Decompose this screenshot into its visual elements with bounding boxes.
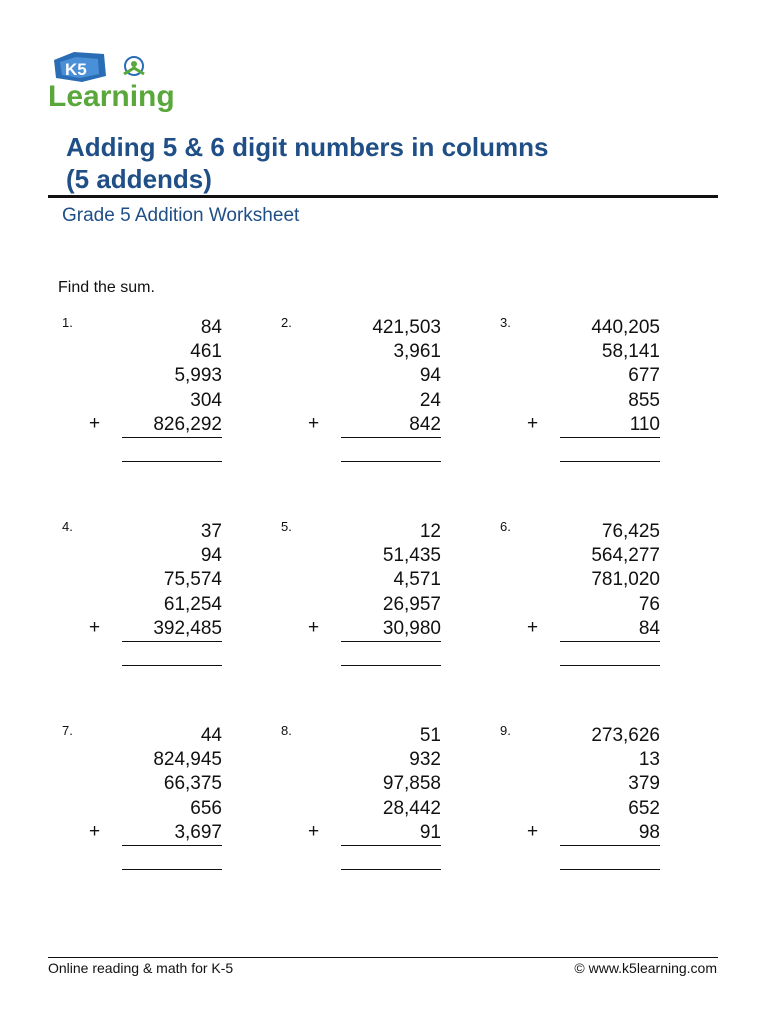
problem-number: 8. — [281, 723, 292, 738]
problem-number: 6. — [500, 519, 511, 534]
addend: 652 — [628, 797, 660, 819]
addend-list — [301, 724, 441, 845]
addend-list — [82, 316, 222, 437]
sum-line — [341, 845, 441, 846]
addend: 66,375 — [163, 773, 222, 795]
answer-line — [122, 461, 222, 462]
answer-line — [122, 869, 222, 870]
addend: 61,254 — [163, 593, 222, 615]
svg-text:Learning: Learning — [48, 80, 175, 113]
addend: 656 — [190, 797, 222, 819]
sum-line — [122, 845, 222, 846]
answer-line — [341, 461, 441, 462]
addend: 564,277 — [591, 545, 660, 567]
problem-number: 4. — [62, 519, 73, 534]
svg-text:K5: K5 — [65, 60, 87, 79]
answer-line — [560, 461, 660, 462]
problem-4 — [62, 520, 222, 680]
addend: 826,292 — [153, 413, 222, 435]
problem-5 — [281, 520, 441, 680]
problem-number: 9. — [500, 723, 511, 738]
problem-3 — [500, 316, 660, 476]
footer-copyright: © www.k5learning.com — [574, 960, 717, 976]
footer-rule — [48, 957, 718, 958]
addend-list — [301, 316, 441, 437]
addend-list — [520, 724, 660, 845]
answer-line — [341, 869, 441, 870]
addend: 3,961 — [393, 341, 441, 363]
plus-sign: + — [527, 821, 539, 842]
plus-sign: + — [89, 413, 101, 434]
addend: 842 — [409, 413, 441, 435]
addend: 4,571 — [393, 569, 441, 591]
footer-tagline: Online reading & math for K-5 — [48, 960, 234, 976]
problem-1 — [62, 316, 222, 476]
plus-sign: + — [308, 821, 320, 842]
addend: 26,957 — [382, 593, 441, 615]
addend: 3,697 — [174, 821, 222, 843]
title-line-1: Adding 5 & 6 digit numbers in columns — [66, 132, 549, 162]
addend: 84 — [638, 617, 660, 639]
addend: 94 — [419, 365, 441, 387]
addend: 932 — [409, 749, 441, 771]
addend: 84 — [200, 317, 222, 338]
plus-sign: + — [308, 413, 320, 434]
problem-number: 7. — [62, 723, 73, 738]
problem-9 — [500, 724, 660, 884]
addend: 28,442 — [382, 797, 441, 819]
problem-8 — [281, 724, 441, 884]
addend: 304 — [190, 389, 222, 411]
problem-number: 3. — [500, 315, 511, 330]
worksheet-subtitle: Grade 5 Addition Worksheet — [62, 205, 300, 226]
addend: 273,626 — [591, 725, 660, 746]
answer-line — [122, 665, 222, 666]
addend: 75,574 — [163, 569, 222, 591]
addend: 855 — [628, 389, 660, 411]
sum-line — [122, 437, 222, 438]
addend-list — [82, 520, 222, 641]
addend: 110 — [629, 413, 660, 435]
k5-learning-logo — [46, 48, 188, 114]
addend: 5,993 — [174, 365, 222, 387]
addend: 392,485 — [153, 617, 222, 639]
addend: 30,980 — [382, 617, 441, 639]
addend: 98 — [638, 821, 660, 843]
answer-line — [560, 665, 660, 666]
plus-sign: + — [527, 413, 539, 434]
problem-number: 5. — [281, 519, 292, 534]
addend: 91 — [419, 821, 441, 843]
addend: 13 — [638, 749, 660, 771]
sum-line — [122, 641, 222, 642]
problem-number: 1. — [62, 315, 73, 330]
problem-6 — [500, 520, 660, 680]
addend-list — [301, 520, 441, 641]
addend: 824,945 — [153, 749, 222, 771]
addend: 12 — [419, 521, 441, 542]
problem-number: 2. — [281, 315, 292, 330]
addend: 37 — [200, 521, 222, 542]
addend: 97,858 — [382, 773, 441, 795]
sum-line — [341, 437, 441, 438]
addend: 76,425 — [601, 521, 660, 542]
sum-line — [341, 641, 441, 642]
sum-line — [560, 437, 660, 438]
addend: 461 — [190, 341, 222, 363]
addend: 58,141 — [601, 341, 660, 363]
addend: 94 — [200, 545, 222, 567]
answer-line — [341, 665, 441, 666]
problem-2 — [281, 316, 441, 476]
addend: 421,503 — [372, 317, 441, 338]
plus-sign: + — [527, 617, 539, 638]
addend: 44 — [200, 725, 222, 746]
addend: 781,020 — [591, 569, 660, 591]
addend: 440,205 — [591, 317, 660, 338]
title-line-2: (5 addends) — [66, 164, 212, 194]
worksheet-title — [66, 131, 548, 195]
sum-line — [560, 845, 660, 846]
addend: 76 — [638, 593, 660, 615]
addend: 24 — [419, 389, 441, 411]
addend: 51 — [419, 725, 441, 746]
problem-7 — [62, 724, 222, 884]
instruction-text: Find the sum. — [58, 279, 155, 296]
title-rule — [48, 195, 718, 198]
addend: 51,435 — [382, 545, 441, 567]
plus-sign: + — [89, 821, 101, 842]
sum-line — [560, 641, 660, 642]
addend: 677 — [628, 365, 660, 387]
answer-line — [560, 869, 660, 870]
addend-list — [520, 520, 660, 641]
addend-list — [520, 316, 660, 437]
plus-sign: + — [308, 617, 320, 638]
addend-list — [82, 724, 222, 845]
plus-sign: + — [89, 617, 101, 638]
addend: 379 — [628, 773, 660, 795]
